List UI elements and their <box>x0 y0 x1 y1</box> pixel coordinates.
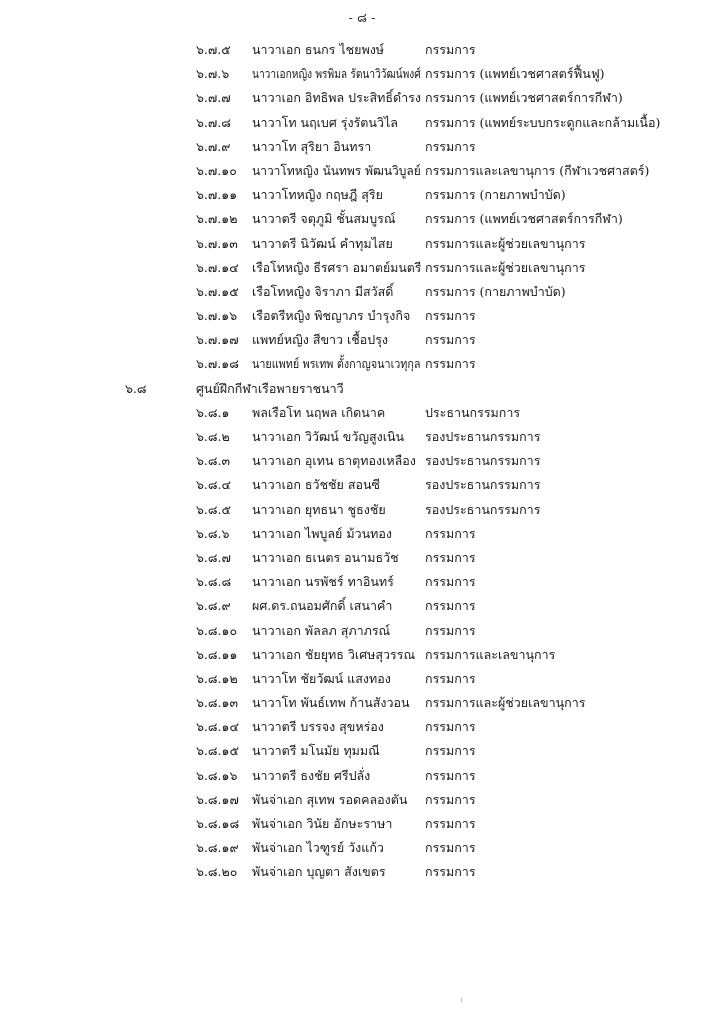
list-item <box>0 256 724 280</box>
member-role: กรรมการ <box>425 767 476 783</box>
item-number: ๖.๘.๑๖ <box>196 767 238 783</box>
item-number: ๖.๘.๑ <box>196 404 230 420</box>
list-item <box>0 570 724 594</box>
member-role: กรรมการ <box>425 840 476 856</box>
member-role: กรรมการ <box>425 308 476 324</box>
item-number: ๖.๗.๑๕ <box>196 283 239 299</box>
item-number: ๖.๘.๔ <box>196 477 231 493</box>
item-number: ๖.๘.๘ <box>196 574 232 590</box>
item-number: ๖.๗.๑๗ <box>196 332 239 348</box>
member-name: พันจ่าเอก บุญตา สังเขตร <box>252 864 386 880</box>
member-name: นาวาเอก ชัยยุทธ วิเศษสุวรรณ <box>252 646 416 662</box>
list-item <box>0 619 724 643</box>
member-role: กรรมการและผู้ช่วยเลขานุการ <box>425 259 586 275</box>
member-name: พันจ่าเอก วินัย อักษะราษา <box>252 816 393 831</box>
list-item <box>0 643 724 667</box>
list-item <box>0 860 724 884</box>
list-item <box>0 425 724 449</box>
member-name: นาวาเอก นรพัชร์ ทาอินทร์ <box>252 574 394 590</box>
item-number: ๖.๗.๑๒ <box>196 211 238 227</box>
list-item <box>0 546 724 570</box>
member-name: นาวาเอก ธเนตร อนามธวัช <box>252 549 399 565</box>
member-name: เรือตรีหญิง พิชญาภร บำรุงกิจ <box>252 308 411 324</box>
item-number: ๖.๘.๑๔ <box>196 719 239 735</box>
member-role: กรรมการ <box>425 743 476 759</box>
committee-list <box>0 38 724 885</box>
member-name: นาวาโท ชัยวัฒน์ แสงทอง <box>252 670 391 686</box>
list-item <box>0 183 724 207</box>
item-number: ๖.๗.๑๖ <box>196 308 238 324</box>
member-role: กรรมการ (แพทย์เวชศาสตร์การกีฬา) <box>425 211 623 227</box>
member-name: พลเรือโท นฤพล เกิดนาค <box>252 404 386 420</box>
member-name: เรือโทหญิง จิราภา มีสวัสดิ์ <box>252 283 394 299</box>
member-name: นายแพทย์ พรเทพ ตั้งกาญจนาเวทุกุล <box>252 356 421 372</box>
list-item <box>0 86 724 110</box>
list-item <box>0 328 724 352</box>
item-number: ๖.๗.๕ <box>196 42 231 57</box>
member-name: นาวาเอก อุเทน ธาตุทองเหลือง <box>252 453 416 469</box>
member-role: รองประธานกรรมการ <box>425 477 541 493</box>
list-item <box>0 836 724 860</box>
member-name: นาวาโทหญิง กฤษฎี สุริย <box>252 187 383 203</box>
item-number: ๖.๘.๑๓ <box>196 695 239 711</box>
member-role: รองประธานกรรมการ <box>425 429 541 444</box>
item-number: ๖.๘.๑๙ <box>196 840 239 856</box>
list-item <box>0 401 724 425</box>
item-number: ๖.๗.๑๑ <box>196 187 238 203</box>
item-number: ๖.๗.๘ <box>196 114 231 130</box>
member-name: นาวาโท พันธ์เทพ ก้านสังวอน <box>252 695 410 711</box>
item-number: ๖.๘.๗ <box>196 549 231 565</box>
scan-mark <box>461 998 462 1002</box>
member-name: นาวาตรี จตุภูมิ ชั้นสมบูรณ์ <box>252 211 396 227</box>
item-number: ๖.๘.๑๒ <box>196 670 238 686</box>
member-name: นาวาเอก ธนกร ไชยพงษ์ <box>252 42 385 57</box>
member-name: นาวาเอก ยุทธนา ชูธงชัย <box>252 501 386 517</box>
member-role: กรรมการและผู้ช่วยเลขานุการ <box>425 235 586 251</box>
list-item <box>0 135 724 159</box>
member-name: นาวาเอก พัลลภ สุภาภรณ์ <box>252 622 391 638</box>
member-role: ประธานกรรมการ <box>425 404 521 420</box>
member-name: นาวาเอกหญิง พรพิมล รัตนาวิวัฒน์พงศ์ <box>252 66 421 82</box>
item-number: ๖.๘.๑๑ <box>196 646 238 662</box>
member-role: กรรมการ <box>425 670 476 686</box>
list-item <box>0 159 724 183</box>
list-item <box>0 788 724 812</box>
member-role: กรรมการ <box>425 574 476 590</box>
member-role: กรรมการ <box>425 816 476 831</box>
item-number: ๖.๗.๗ <box>196 90 231 106</box>
member-name: นาวาโทหญิง นันทพร พัฒนวิบูลย์ <box>252 162 421 178</box>
member-role: กรรมการและเลขานุการ <box>425 646 556 662</box>
member-name: นาวาตรี ธงชัย ศรีปลั่ง <box>252 767 371 783</box>
member-role: กรรมการ <box>425 42 476 57</box>
member-role: กรรมการ <box>425 525 476 541</box>
member-name: นาวาเอก วิวัฒน์ ขวัญสูงเนิน <box>252 429 405 444</box>
member-name: แพทย์หญิง สีขาว เชื้อปรุง <box>252 332 389 348</box>
member-name: นาวาเอก ธวัชชัย สอนซี <box>252 477 381 493</box>
member-name: นาวาตรี มโนมัย ทุมมณี <box>252 743 380 759</box>
item-number: ๖.๘.๙ <box>196 598 231 614</box>
list-item <box>0 498 724 522</box>
item-number: ๖.๘.๑๗ <box>196 791 239 807</box>
member-name: นาวาโท สุริยา อินทรา <box>252 138 372 154</box>
list-item <box>0 715 724 739</box>
item-number: ๖.๗.๑๘ <box>196 356 239 372</box>
item-number: ๖.๘.๓ <box>196 453 231 469</box>
page-number: - ๘ - <box>348 11 376 26</box>
member-role: กรรมการ <box>425 598 476 614</box>
member-role: กรรมการ <box>425 719 476 735</box>
list-item <box>0 207 724 231</box>
list-item <box>0 232 724 256</box>
list-item <box>0 62 724 86</box>
list-item <box>0 764 724 788</box>
member-role: รองประธานกรรมการ <box>425 453 541 469</box>
item-number: ๖.๘.๖ <box>196 525 230 541</box>
list-item <box>0 691 724 715</box>
list-item <box>0 522 724 546</box>
item-number: ๖.๘.๑๐ <box>196 622 238 638</box>
member-name: นาวาตรี บรรจง สุขหร่อง <box>252 719 384 735</box>
member-name: พันจ่าเอก สุเทพ รอดคลองตัน <box>252 791 408 807</box>
member-role: กรรมการ (กายภาพบำบัด) <box>425 187 566 203</box>
member-role: กรรมการ <box>425 332 476 348</box>
list-item <box>0 304 724 328</box>
list-item <box>0 739 724 763</box>
section-number: ๖.๘ <box>125 380 147 396</box>
member-role: กรรมการและผู้ช่วยเลขานุการ <box>425 695 586 711</box>
item-number: ๖.๗.๙ <box>196 138 231 154</box>
list-item <box>0 38 724 62</box>
section-heading <box>0 377 724 401</box>
list-item <box>0 473 724 497</box>
member-name: พันจ่าเอก ไวฑูรย์ วังแก้ว <box>252 840 384 856</box>
member-role: กรรมการ (กายภาพบำบัด) <box>425 283 566 299</box>
list-item <box>0 280 724 304</box>
item-number: ๖.๘.๑๘ <box>196 816 240 831</box>
member-role: รองประธานกรรมการ <box>425 501 541 517</box>
member-role: กรรมการ <box>425 864 476 880</box>
item-number: ๖.๘.๑๕ <box>196 743 239 759</box>
member-name: นาวาโท นฤเบศ รุ่งรัตนวิไล <box>252 114 398 130</box>
item-number: ๖.๗.๑๔ <box>196 259 239 275</box>
item-number: ๖.๘.๒๐ <box>196 864 238 880</box>
section-title: ศูนย์ฝึกกีฬาเรือพายราชนาวี <box>196 380 344 396</box>
list-item <box>0 449 724 473</box>
list-item <box>0 812 724 836</box>
member-role: กรรมการ <box>425 791 476 807</box>
member-role: กรรมการ <box>425 138 476 154</box>
member-name: เรือโทหญิง ธีรศรา อมาตย์มนตรี <box>252 259 422 275</box>
member-role: กรรมการ <box>425 622 476 638</box>
member-name: นาวาตรี นิวัฒน์ คำทุมไสย <box>252 235 393 251</box>
member-role: กรรมการ <box>425 356 476 372</box>
list-item <box>0 352 724 376</box>
list-item <box>0 594 724 618</box>
list-item <box>0 667 724 691</box>
item-number: ๖.๗.๖ <box>196 66 230 82</box>
member-role: กรรมการและเลขานุการ (กีฬาเวชศาสตร์) <box>425 162 650 178</box>
member-name: นาวาเอก ไพบูลย์ ม้วนทอง <box>252 525 392 541</box>
member-role: กรรมการ (แพทย์เวชศาสตร์การกีฬา) <box>425 90 623 106</box>
member-role: กรรมการ (แพทย์เวชศาสตร์ฟื้นฟู) <box>425 66 605 82</box>
item-number: ๖.๗.๑๐ <box>196 162 237 178</box>
member-name: ผศ.ดร.ถนอมศักดิ์ เสนาคำ <box>252 598 393 614</box>
member-role: กรรมการ <box>425 549 476 565</box>
item-number: ๖.๘.๕ <box>196 501 231 517</box>
member-name: นาวาเอก อิทธิพล ประสิทธิ์ดำรง <box>252 90 421 106</box>
member-role: กรรมการ (แพทย์ระบบกระดูกและกล้ามเนื้อ) <box>425 114 661 130</box>
item-number: ๖.๗.๑๓ <box>196 235 238 251</box>
item-number: ๖.๘.๒ <box>196 429 230 444</box>
list-item <box>0 111 724 135</box>
